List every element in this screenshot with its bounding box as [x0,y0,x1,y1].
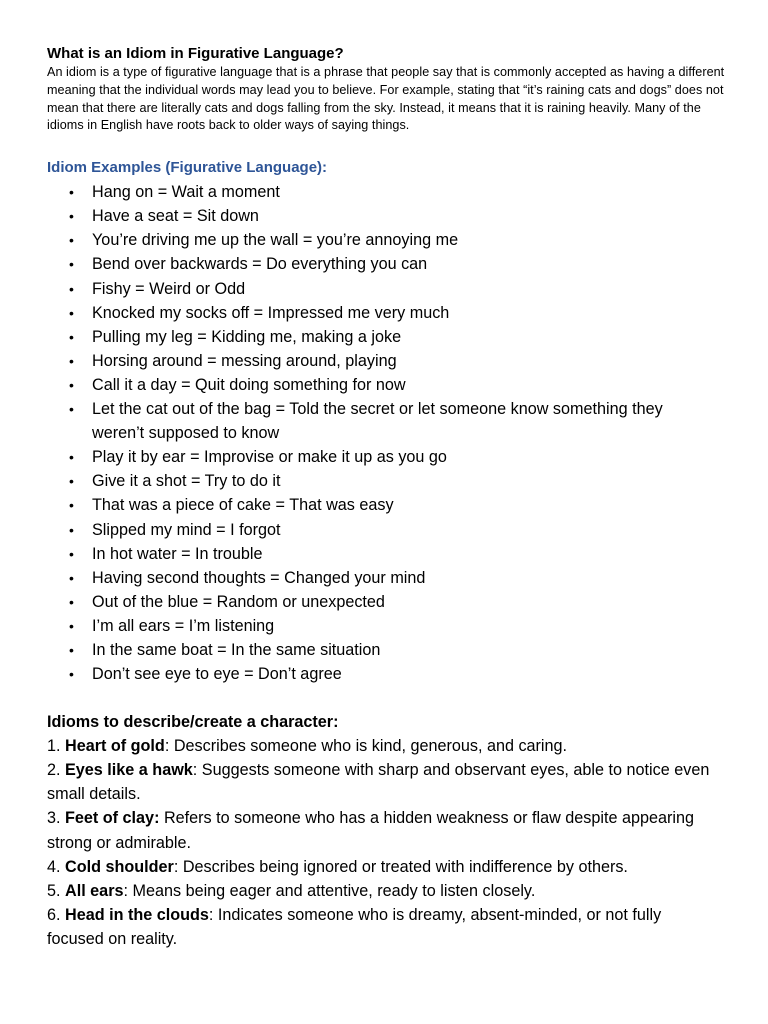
bullet-icon: • [69,617,74,634]
idiom-term: Feet of clay: [65,809,160,828]
idiom-description: : Indicates someone who is dreamy, absent-minded, or not fully focused on reality. [47,905,662,948]
bullet-icon: • [69,545,74,562]
idiom-text: Give it a shot = Try to do it [92,472,281,491]
list-item [69,662,728,686]
idiom-text: In the same boat = In the same situation [92,640,381,659]
list-item [69,180,728,204]
idiom-description: : Suggests someone with sharp and observant eyes, able to notice even small details. [47,761,710,804]
list-item [47,855,728,879]
list-item [69,614,728,638]
idiom-term: Head in the clouds [65,905,209,924]
list-item [69,277,728,301]
bullet-icon: • [69,569,74,586]
bullet-icon: • [69,497,74,514]
character-idioms-heading: Idioms to describe/create a character: [47,713,339,732]
item-number: 5. [47,881,65,900]
list-item [69,566,728,590]
list-item [69,204,728,228]
list-item [47,903,728,951]
bullet-icon: • [69,304,74,321]
list-item [69,518,728,542]
item-number: 6. [47,905,65,924]
list-item [47,806,728,854]
idiom-description: Refers to someone who has a hidden weakness or flaw despite appearing strong or admirable. [47,809,694,852]
item-number: 1. [47,737,65,756]
list-item [69,228,728,252]
idiom-description: : Means being eager and attentive, ready to listen closely. [123,881,536,900]
list-item [69,373,728,397]
idiom-term: Eyes like a hawk [65,761,193,780]
bullet-icon: • [69,641,74,658]
list-item [69,590,728,614]
item-number: 3. [47,809,65,828]
idiom-definition-paragraph: An idiom is a type of figurative language that is a phrase that people say that is commonly accepted as having a different meaning that the individual words may lead you to believe. For example, stating that “it’s raining cats and dogs” does not mean that there are literally cats and dogs falling from the sky. Instead, it means that it is raining heavily. Many of the idioms in English have roots back to older ways of saying things. [47,65,725,133]
idiom-text: Knocked my socks off = Impressed me very much [92,303,450,322]
idiom-text: Pulling my leg = Kidding me, making a joke [92,327,402,346]
bullet-icon: • [69,208,74,225]
bullet-icon: • [69,473,74,490]
bullet-icon: • [69,352,74,369]
idiom-text: Hang on = Wait a moment [92,183,280,202]
idiom-text: Horsing around = messing around, playing [92,351,397,370]
list-item [47,758,728,806]
bullet-icon: • [69,328,74,345]
bullet-icon: • [69,666,74,683]
idiom-definition-heading: What is an Idiom in Figurative Language? [47,45,344,62]
list-item [69,469,728,493]
list-item [69,638,728,662]
bullet-icon: • [69,184,74,201]
bullet-icon: • [69,449,74,466]
idiom-text: Having second thoughts = Changed your mind [92,568,426,587]
list-item [69,493,728,517]
bullet-icon: • [69,521,74,538]
idiom-text: Call it a day = Quit doing something for now [92,375,406,394]
item-number: 2. [47,761,65,780]
idiom-term: Heart of gold [65,737,165,756]
idiom-text: In hot water = In trouble [92,544,263,563]
idiom-description: : Describes someone who is kind, generous, and caring. [164,737,568,756]
idiom-text: Have a seat = Sit down [92,207,259,226]
list-item [69,445,728,469]
list-item [69,397,728,445]
item-number: 4. [47,857,65,876]
bullet-icon: • [69,256,74,273]
idiom-description: : Describes being ignored or treated with indifference by others. [173,857,628,876]
bullet-icon: • [69,376,74,393]
idiom-text: Bend over backwards = Do everything you can [92,255,428,274]
idiom-examples-heading: Idiom Examples (Figurative Language): [47,159,328,177]
bullet-icon: • [69,593,74,610]
bullet-icon: • [69,280,74,297]
idiom-term: Cold shoulder [65,857,174,876]
idiom-text: Out of the blue = Random or unexpected [92,592,385,611]
list-item [69,301,728,325]
bullet-icon: • [69,401,74,418]
bullet-icon: • [69,232,74,249]
idiom-text: I’m all ears = I’m listening [92,616,275,635]
idiom-examples-list [47,180,728,686]
idiom-term: All ears [65,881,124,900]
list-item [69,542,728,566]
list-item [69,252,728,276]
list-item [47,879,728,903]
idiom-text: Slipped my mind = I forgot [92,520,281,539]
idiom-text: That was a piece of cake = That was easy [92,496,394,515]
idiom-text: You’re driving me up the wall = you’re annoying me [92,231,459,250]
list-item [69,325,728,349]
character-idioms-list [47,734,728,951]
idiom-text: Play it by ear = Improvise or make it up as you go [92,448,447,467]
idiom-text: Fishy = Weird or Odd [92,279,246,298]
list-item [47,734,728,758]
list-item [69,349,728,373]
idiom-text: Let the cat out of the bag = Told the secret or let someone know something they weren’t supposed to know [92,400,663,443]
idiom-text: Don’t see eye to eye = Don’t agree [92,665,342,684]
